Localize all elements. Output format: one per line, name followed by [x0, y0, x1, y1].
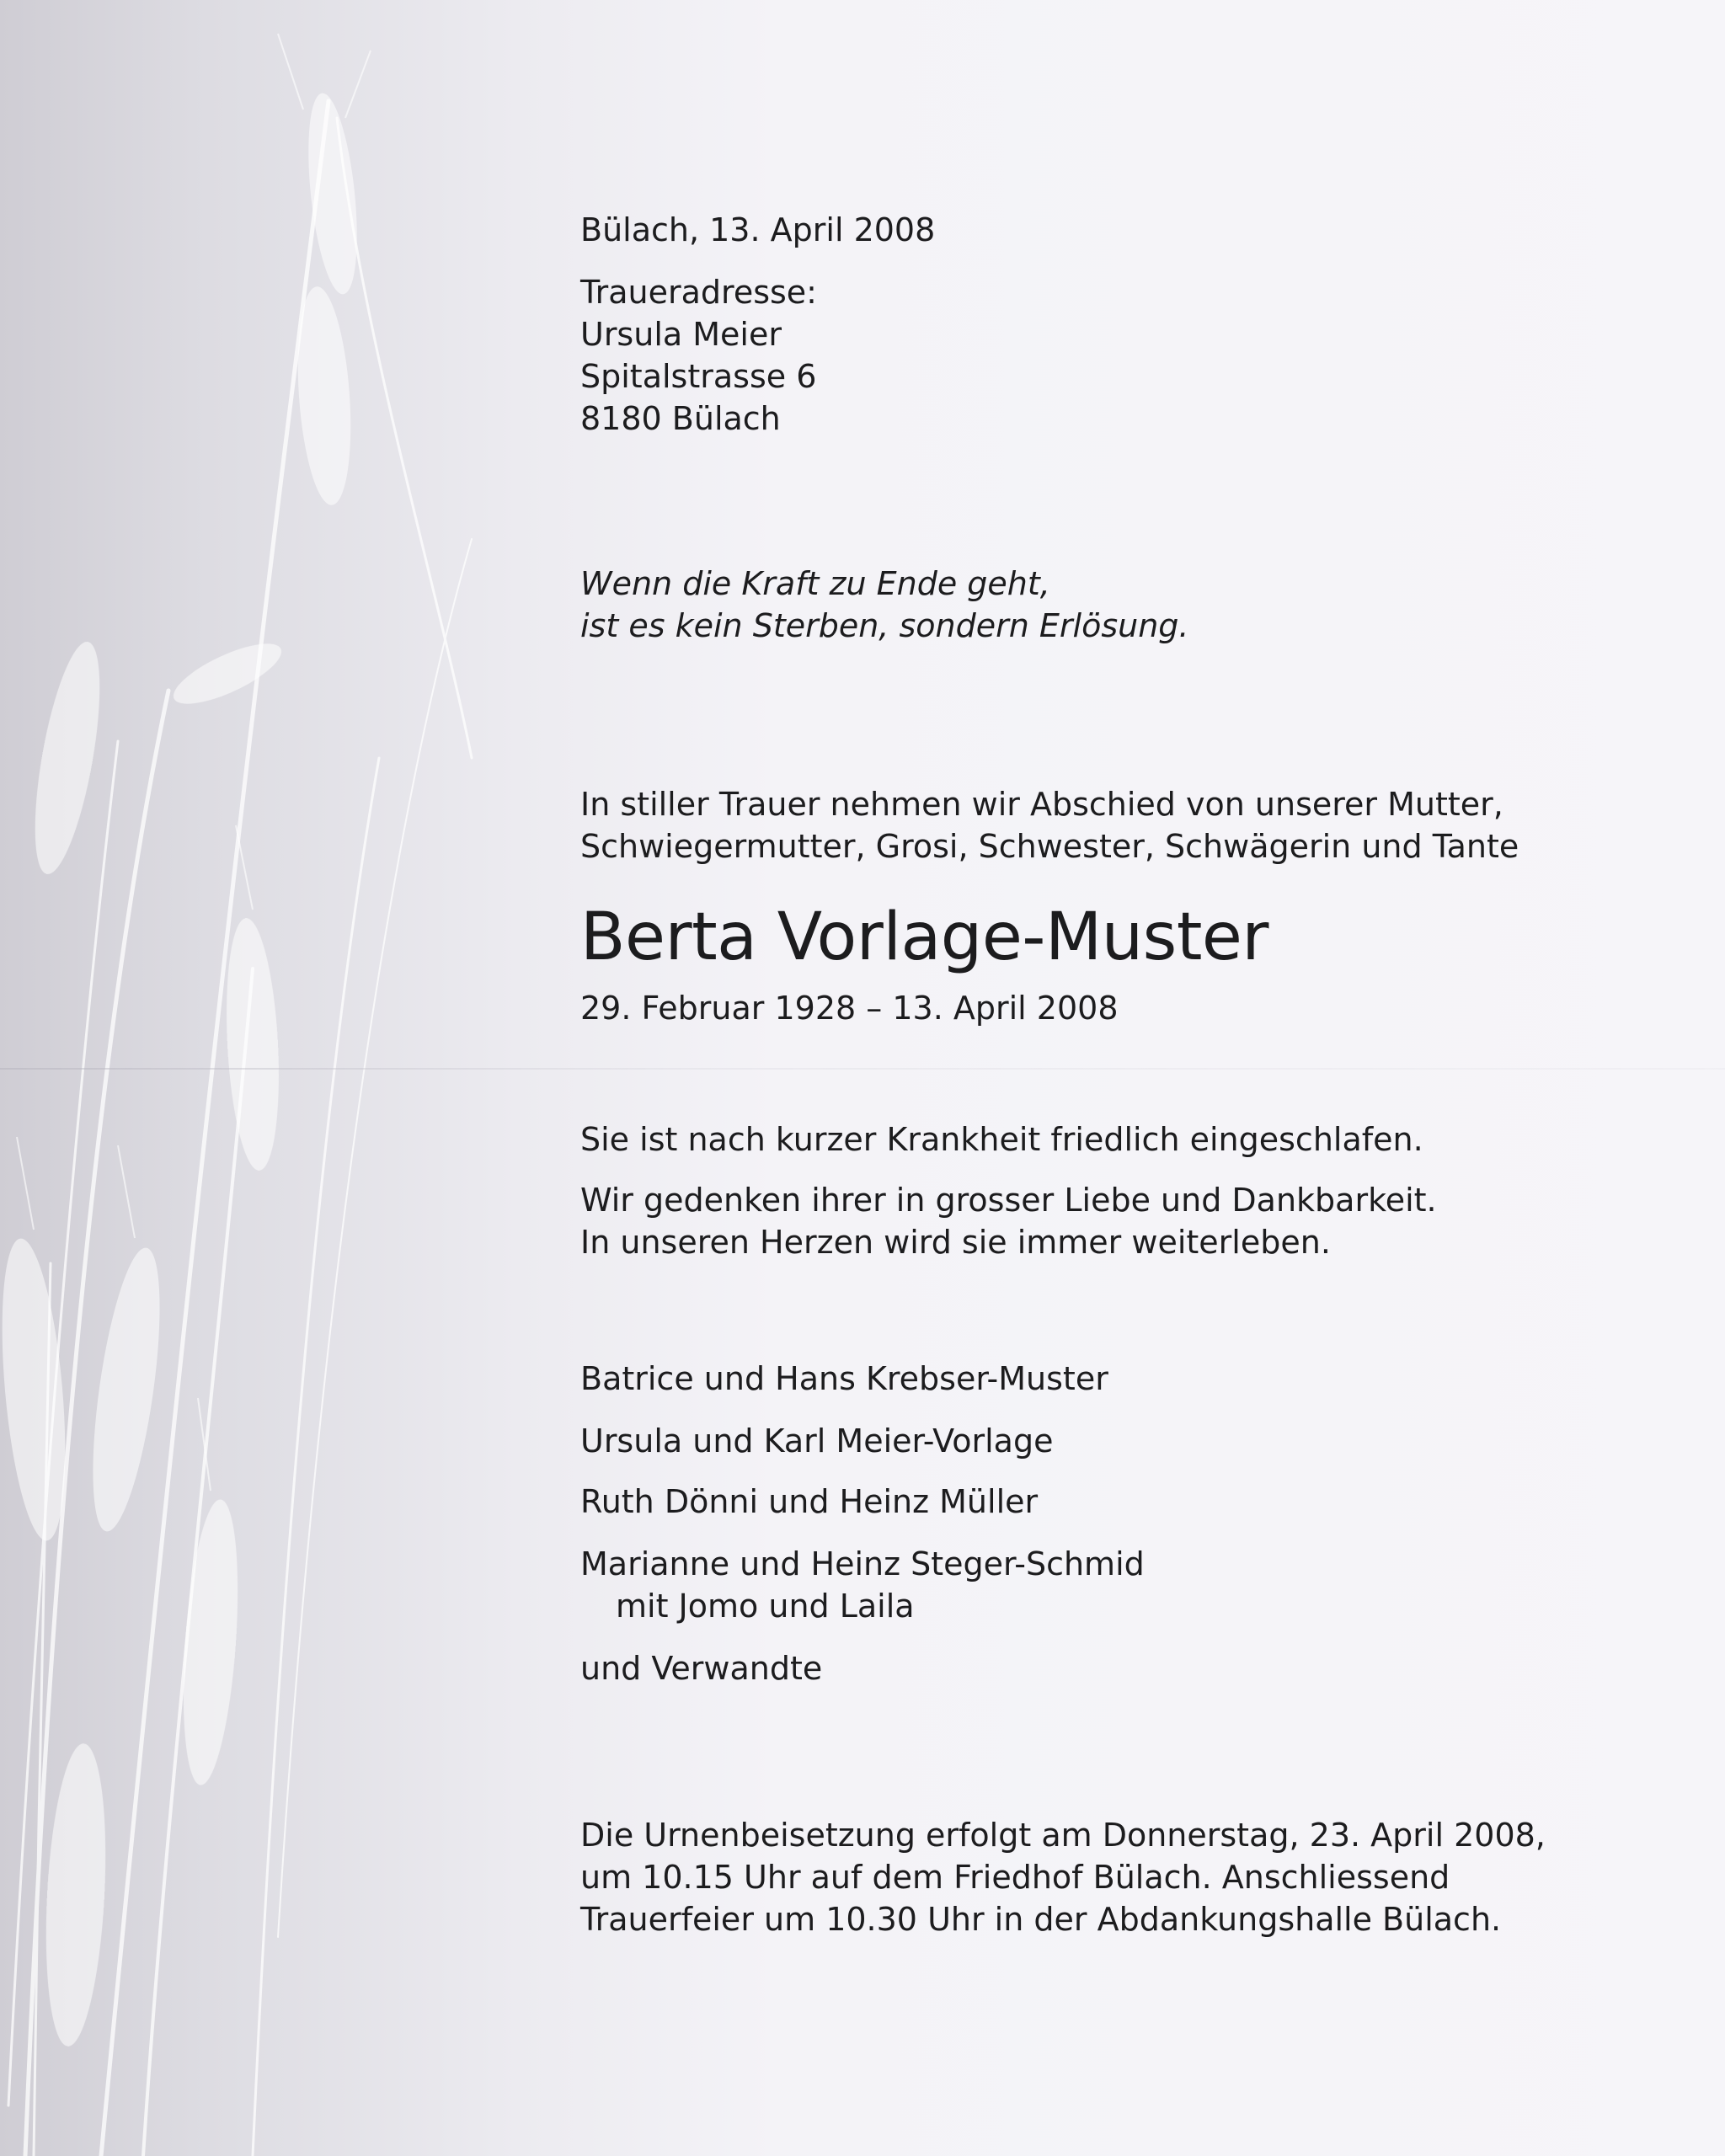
address-name: Ursula Meier [580, 316, 782, 353]
ceremony-line-3: Trauerfeier um 10.30 Uhr in der Abdankungshalle Bülach. [580, 1901, 1502, 1938]
address-city: 8180 Bülach [580, 400, 781, 437]
address-heading: Traueradresse: [580, 274, 817, 311]
mourner-relatives: und Verwandte [580, 1650, 823, 1687]
intro-line-2: Schwiegermutter, Grosi, Schwester, Schwägerin und Tante [580, 828, 1519, 865]
mourner-1: Batrice und Hans Krebser-Muster [580, 1360, 1108, 1397]
mourner-4-children: mit Jomo und Laila [616, 1588, 915, 1625]
message-line-2: Wir gedenken ihrer in grosser Liebe und Dankbarkeit. [580, 1182, 1437, 1219]
ceremony-line-1: Die Urnenbeisetzung erfolgt am Donnerstag, 23. April 2008, [580, 1817, 1546, 1854]
wheat-background-image [0, 0, 590, 2156]
deceased-name: Berta Vorlage-Muster [580, 899, 1268, 975]
message-line-3: In unseren Herzen wird sie immer weiterleben. [580, 1224, 1331, 1261]
ceremony-line-2: um 10.15 Uhr auf dem Friedhof Bülach. Anschliessend [580, 1859, 1450, 1896]
mourner-4: Marianne und Heinz Steger-Schmid [580, 1545, 1145, 1582]
place-date: Bülach, 13. April 2008 [580, 211, 936, 248]
intro-line-1: In stiller Trauer nehmen wir Abschied von unserer Mutter, [580, 786, 1503, 823]
quote-line-2: ist es kein Sterben, sondern Erlösung. [580, 607, 1189, 644]
message-line-1: Sie ist nach kurzer Krankheit friedlich eingeschlafen. [580, 1121, 1423, 1158]
deceased-dates: 29. Februar 1928 – 13. April 2008 [580, 990, 1119, 1027]
address-street: Spitalstrasse 6 [580, 358, 817, 395]
mourner-2: Ursula und Karl Meier-Vorlage [580, 1422, 1054, 1460]
mourner-3: Ruth Dönni und Heinz Müller [580, 1483, 1039, 1520]
fold-line [0, 1068, 1725, 1070]
quote-line-1: Wenn die Kraft zu Ende geht, [580, 565, 1050, 602]
